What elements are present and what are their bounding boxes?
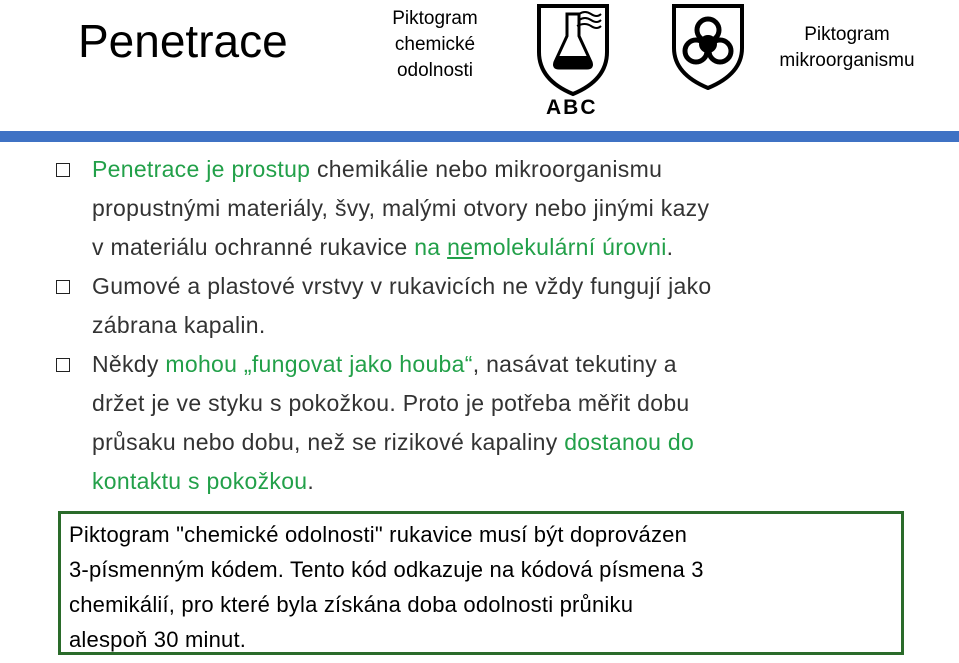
note-line: Piktogram "chemické odolnosti" rukavice musí být doprovázen bbox=[69, 522, 688, 547]
bullet-line bbox=[92, 267, 946, 306]
bullet-line bbox=[92, 384, 946, 423]
square-bullet-icon bbox=[56, 358, 70, 372]
bullet-text-segment: v materiálu ochranné rukavice bbox=[92, 234, 415, 260]
bullet-text-segment: . bbox=[307, 468, 315, 494]
note-line: chemikálií, pro které byla získána doba odolnosti průniku bbox=[69, 592, 634, 617]
microorganism-pictogram-label bbox=[752, 22, 942, 74]
bullet-line bbox=[92, 228, 946, 267]
square-bullet-icon bbox=[56, 163, 70, 177]
bullet-text-segment: . bbox=[666, 234, 674, 260]
bullet-line bbox=[92, 150, 946, 189]
bullet-text-segment: dostanou do bbox=[564, 429, 695, 455]
bullet-text-segment: zábrana kapalin. bbox=[92, 312, 266, 338]
biohazard-pictogram-icon bbox=[670, 2, 746, 90]
chemical-pictogram-label bbox=[372, 6, 498, 84]
chemical-pictogram-label-line: Piktogram bbox=[392, 8, 478, 29]
bullet-line bbox=[92, 423, 946, 462]
bullet-line bbox=[92, 306, 946, 345]
bullet-line bbox=[92, 462, 946, 501]
bullet-text-segment: Gumové a plastové vrstvy v rukavicích ne vždy fungují jako bbox=[92, 273, 712, 299]
bullet-line bbox=[92, 345, 946, 384]
bullet-text-segment: Penetrace bbox=[92, 156, 207, 182]
bullet-list bbox=[56, 150, 946, 501]
bullet-item bbox=[56, 267, 946, 345]
bullet-text-segment: Někdy bbox=[92, 351, 166, 377]
page-title: Penetrace bbox=[78, 15, 288, 67]
chemical-pictogram-label-line: odolnosti bbox=[396, 60, 474, 81]
bullet-text-segment: ne bbox=[447, 234, 474, 260]
bullet-text-segment: průsaku nebo dobu, než se rizikové kapaliny bbox=[92, 429, 565, 455]
bullet-text-segment: mohou „fungovat jako houba“ bbox=[165, 351, 473, 377]
chemical-pictogram-label-line: chemické bbox=[394, 34, 476, 55]
bullet-text-segment: molekulární úrovni bbox=[473, 234, 667, 260]
chemical-resistance-pictogram-icon bbox=[533, 0, 613, 98]
note-line: alespoň 30 minut. bbox=[69, 627, 247, 652]
bullet-item bbox=[56, 345, 946, 501]
bullet-text-segment: , nasávat tekutiny a bbox=[472, 351, 677, 377]
note-box bbox=[58, 511, 904, 655]
bullet-text-segment: je prostup bbox=[206, 156, 311, 182]
bullet-text-segment: na bbox=[414, 234, 448, 260]
bullet-text-segment: propustnými materiály, švy, malými otvory nebo jinými kazy bbox=[92, 195, 710, 221]
bullet-text-segment: chemikálie nebo mikroorganismu bbox=[310, 156, 663, 182]
microorganism-pictogram-label-line: Piktogram bbox=[804, 24, 890, 45]
bullet-text-segment: kontaktu s pokožkou bbox=[92, 468, 308, 494]
chemical-code-abc: ABC bbox=[546, 96, 598, 119]
note-line: 3-písmenným kódem. Tento kód odkazuje na kódová písmena 3 bbox=[69, 557, 704, 582]
bullet-line bbox=[92, 189, 946, 228]
bullet-text-segment: držet je ve styku s pokožkou. Proto je potřeba měřit dobu bbox=[92, 390, 690, 416]
microorganism-pictogram-label-line: mikroorganismu bbox=[779, 50, 915, 71]
header-accent-bar bbox=[0, 131, 959, 142]
square-bullet-icon bbox=[56, 280, 70, 294]
bullet-item bbox=[56, 150, 946, 267]
